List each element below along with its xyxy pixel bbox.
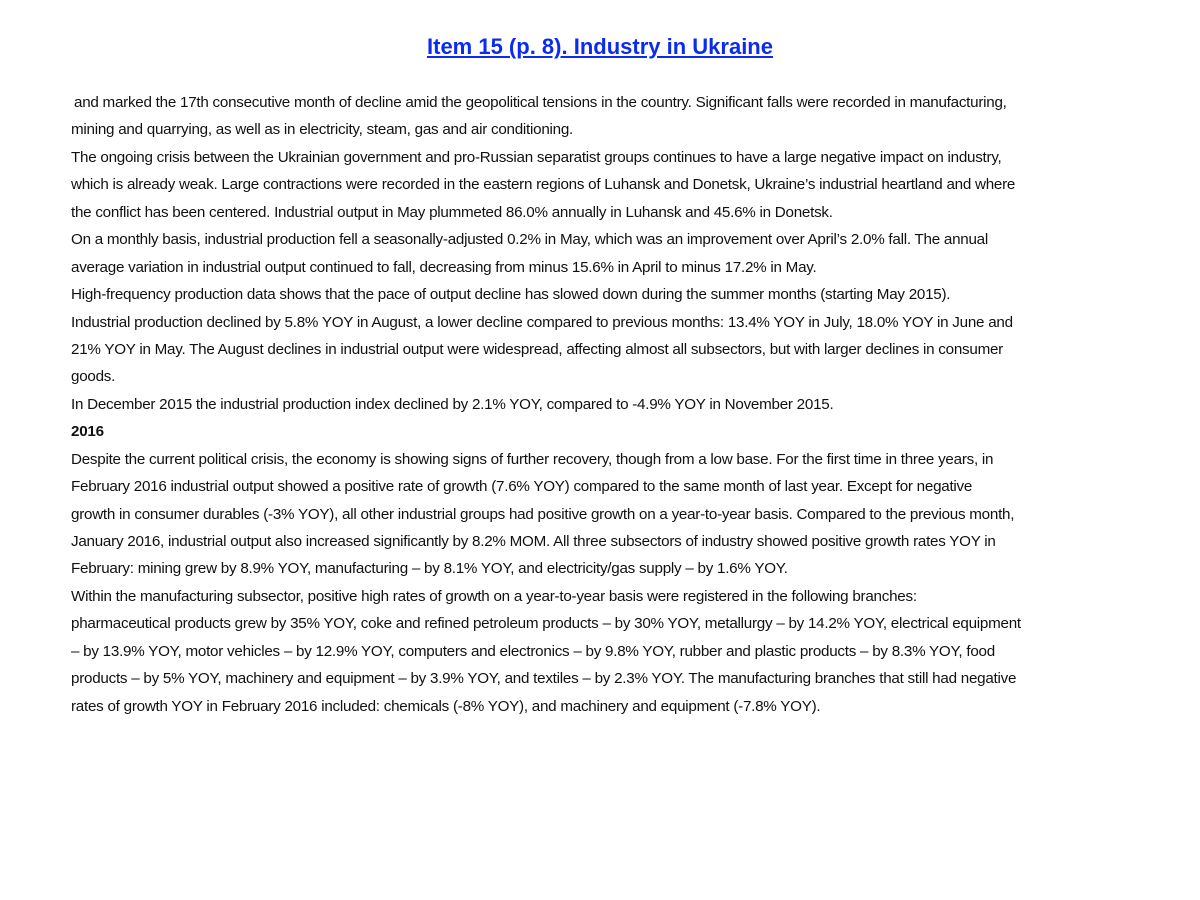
- text-line: goods.: [71, 368, 116, 386]
- text-line: mining and quarrying, as well as in electricity, steam, gas and air conditioning.: [71, 121, 574, 139]
- text-line: Despite the current political crisis, the economy is showing signs of further recovery, though from a low base. For the first time in three years, in: [71, 450, 994, 468]
- text-line: and marked the 17th consecutive month of decline amid the geopolitical tensions in the country. Significant falls were recorded in manufacturing,: [74, 94, 1007, 111]
- text-line: Industrial production declined by 5.8% YOY in August, a lower decline compared to previous months: 13.4% YOY in July, 18.0% YOY in June and: [71, 313, 1013, 331]
- text-line: On a monthly basis, industrial production fell a seasonally-adjusted 0.2% in May, which was an improvement over April’s 2.0% fall. The annual: [71, 231, 988, 249]
- text-line: which is already weak. Large contractions were recorded in the eastern regions of Luhansk and Donetsk, Ukraine’s industrial heartland and where: [71, 176, 1016, 194]
- paragraph: [71, 583, 1181, 720]
- text-line: average variation in industrial output continued to fall, decreasing from minus 15.6% in April to minus 17.2% in May.: [71, 258, 817, 276]
- text-line: growth in consumer durables (-3% YOY), all other industrial groups had positive growth on a year-to-year basis. Compared to the previous month,: [71, 505, 1015, 523]
- text-line: – by 13.9% YOY, motor vehicles – by 12.9% YOY, computers and electronics – by 9.8% YOY, rubber and plastic products – by 8.3% YOY, food: [71, 642, 995, 660]
- text-line: the conflict has been centered. Industrial output in May plummeted 86.0% annually in Luhansk and 45.6% in Donetsk.: [71, 203, 833, 221]
- paragraph: [71, 144, 1181, 226]
- paragraph: [71, 446, 1181, 583]
- text-line: High-frequency production data shows that the pace of output decline has slowed down during the summer months (starting May 2015).: [71, 286, 951, 304]
- text-line: The ongoing crisis between the Ukrainian government and pro-Russian separatist groups continues to have a large negative impact on industry,: [71, 148, 1002, 166]
- paragraph: [71, 89, 1181, 144]
- text-line: pharmaceutical products grew by 35% YOY, coke and refined petroleum products – by 30% YOY, metallurgy – by 14.2% YOY, electrical equipment: [71, 615, 1021, 633]
- paragraph: [71, 281, 1181, 391]
- text-line: January 2016, industrial output also increased significantly by 8.2% MOM. All three subsectors of industry showed positive growth rates YOY in: [71, 533, 996, 550]
- section-heading: [71, 418, 1181, 445]
- text-line: Within the manufacturing subsector, positive high rates of growth on a year-to-year basis were registered in the following branches:: [71, 587, 917, 605]
- text-line: rates of growth YOY in February 2016 included: chemicals (-8% YOY), and machinery and equipment (-7.8% YOY).: [71, 697, 821, 715]
- paragraph: [71, 226, 1181, 281]
- title-link[interactable]: Item 15 (p. 8). Industry in Ukraine: [427, 34, 773, 59]
- text-line: February 2016 industrial output showed a positive rate of growth (7.6% YOY) compared to the same month of last year. Except for negative: [71, 478, 973, 496]
- text-line: In December 2015 the industrial production index declined by 2.1% YOY, compared to -4.9% YOY in November 2015.: [71, 395, 834, 413]
- paragraph: [71, 391, 1181, 418]
- page-title: [0, 34, 1200, 60]
- text-line: 2016: [71, 423, 104, 441]
- text-line: 21% YOY in May. The August declines in industrial output were widespread, affecting almost all subsectors, but with larger declines in consumer: [71, 340, 1003, 358]
- text-line: products – by 5% YOY, machinery and equipment – by 3.9% YOY, and textiles – by 2.3% YOY. The manufacturing branches that still had negative: [71, 670, 1017, 688]
- text-line: February: mining grew by 8.9% YOY, manufacturing – by 8.1% YOY, and electricity/gas supply – by 1.6% YOY.: [71, 560, 788, 578]
- document-body: [71, 89, 1181, 720]
